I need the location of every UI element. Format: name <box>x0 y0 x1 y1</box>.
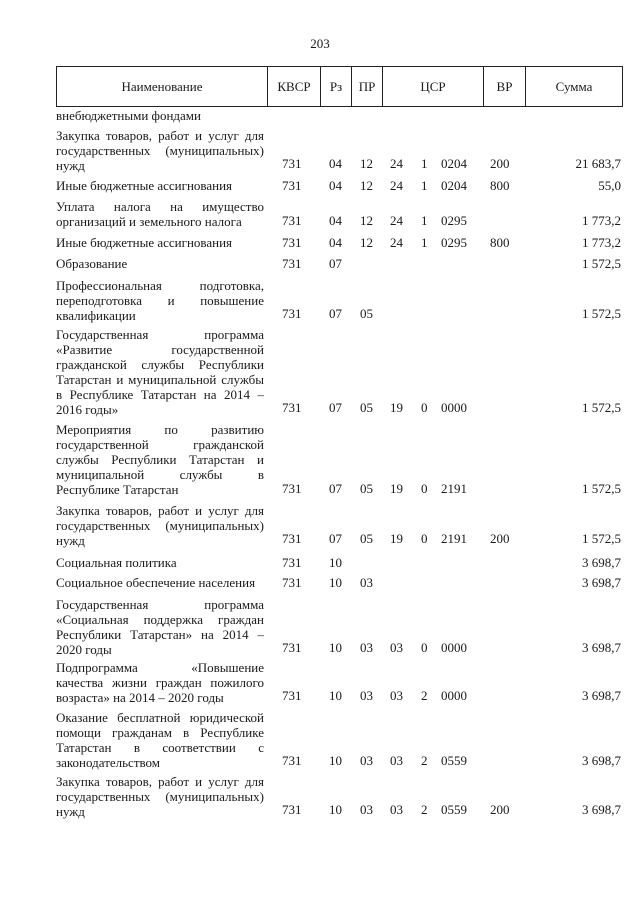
row-csr2: 2 <box>421 688 428 703</box>
row-name: Закупка товаров, работ и услуг для государственных (муниципальных) нужд <box>56 774 264 819</box>
table-row <box>56 178 623 193</box>
row-csr1: 03 <box>390 640 403 655</box>
table-row <box>56 278 623 321</box>
row-rz: 04 <box>329 156 342 171</box>
row-vr: 800 <box>490 235 510 250</box>
row-csr3: 0559 <box>441 753 467 768</box>
row-sum: 21 683,7 <box>575 156 621 171</box>
row-rz: 07 <box>329 400 342 415</box>
row-name: Социальная политика <box>56 555 177 570</box>
row-pr: 03 <box>360 753 373 768</box>
row-sum: 3 698,7 <box>582 802 621 817</box>
row-rz: 04 <box>329 235 342 250</box>
row-name: Государственная программа «Развитие государственной гражданской службы Республики Татарстан и муниципальной службы в Республике Татарстан на 2014 – 2016 годы» <box>56 327 264 417</box>
row-pr: 05 <box>360 306 373 321</box>
header-pr: ПР <box>351 67 382 106</box>
row-csr1: 19 <box>390 531 403 546</box>
row-csr1: 24 <box>390 178 403 193</box>
row-sum: 1 572,5 <box>582 531 621 546</box>
table-row <box>56 774 623 817</box>
row-kvsr: 731 <box>282 802 302 817</box>
row-sum: 3 698,7 <box>582 640 621 655</box>
row-name: Мероприятия по развитию государственной гражданской службы Республики Татарстан и муниципальной службы в Республике Татарстан <box>56 422 264 497</box>
row-rz: 10 <box>329 555 342 570</box>
row-pr: 12 <box>360 156 373 171</box>
row-csr3: 0204 <box>441 178 467 193</box>
row-pr: 03 <box>360 688 373 703</box>
row-kvsr: 731 <box>282 640 302 655</box>
row-csr2: 0 <box>421 531 428 546</box>
row-csr2: 1 <box>421 156 428 171</box>
row-sum: 3 698,7 <box>582 555 621 570</box>
row-pr: 12 <box>360 178 373 193</box>
row-kvsr: 731 <box>282 306 302 321</box>
row-rz: 10 <box>329 688 342 703</box>
row-csr3: 0000 <box>441 640 467 655</box>
row-kvsr: 731 <box>282 213 302 228</box>
row-csr3: 0295 <box>441 235 467 250</box>
header-kvsr: КВСР <box>267 67 320 106</box>
table-row <box>56 555 623 570</box>
table-row <box>56 128 623 171</box>
table-row <box>56 422 623 496</box>
row-rz: 10 <box>329 575 342 590</box>
header-csr: ЦСР <box>382 67 483 106</box>
row-rz: 07 <box>329 306 342 321</box>
row-csr2: 2 <box>421 802 428 817</box>
row-rz: 10 <box>329 802 342 817</box>
row-name: Закупка товаров, работ и услуг для государственных (муниципальных) нужд <box>56 503 264 548</box>
header-name: Наименование <box>121 79 203 94</box>
row-pr: 05 <box>360 531 373 546</box>
table-row <box>56 256 623 271</box>
row-pr: 12 <box>360 213 373 228</box>
row-kvsr: 731 <box>282 156 302 171</box>
table-row <box>56 597 623 655</box>
row-csr3: 0204 <box>441 156 467 171</box>
row-name: внебюджетными фондами <box>56 108 201 123</box>
row-pr: 12 <box>360 235 373 250</box>
row-name: Социальное обеспечение населения <box>56 575 256 590</box>
row-csr2: 0 <box>421 400 428 415</box>
table-row <box>56 503 623 546</box>
row-csr1: 19 <box>390 400 403 415</box>
row-csr1: 24 <box>390 213 403 228</box>
table-row <box>56 327 623 415</box>
row-vr: 200 <box>490 156 510 171</box>
row-pr: 03 <box>360 640 373 655</box>
row-sum: 3 698,7 <box>582 575 621 590</box>
row-kvsr: 731 <box>282 555 302 570</box>
row-csr2: 1 <box>421 213 428 228</box>
table-row <box>56 235 623 250</box>
row-name: Иные бюджетные ассигнования <box>56 178 233 193</box>
table-row <box>56 199 623 228</box>
row-csr1: 19 <box>390 481 403 496</box>
row-kvsr: 731 <box>282 400 302 415</box>
row-sum: 1 773,2 <box>582 213 621 228</box>
row-pr: 05 <box>360 481 373 496</box>
header-rz: Рз <box>320 67 351 106</box>
row-rz: 04 <box>329 178 342 193</box>
row-rz: 10 <box>329 640 342 655</box>
row-sum: 1 773,2 <box>582 235 621 250</box>
row-csr2: 0 <box>421 481 428 496</box>
row-rz: 07 <box>329 531 342 546</box>
row-kvsr: 731 <box>282 481 302 496</box>
row-kvsr: 731 <box>282 178 302 193</box>
row-csr3: 0559 <box>441 802 467 817</box>
row-name: Уплата налога на имущество организаций и земельного налога <box>56 199 264 229</box>
row-csr1: 24 <box>390 156 403 171</box>
page-number: 203 <box>310 36 330 51</box>
row-rz: 04 <box>329 213 342 228</box>
row-csr3: 0000 <box>441 688 467 703</box>
row-kvsr: 731 <box>282 753 302 768</box>
table-row <box>56 710 623 768</box>
row-csr1: 03 <box>390 802 403 817</box>
row-csr2: 2 <box>421 753 428 768</box>
row-csr2: 0 <box>421 640 428 655</box>
row-kvsr: 731 <box>282 235 302 250</box>
row-name: Подпрограмма «Повышение качества жизни граждан пожилого возраста» на 2014 – 2020 годы <box>56 660 264 705</box>
row-rz: 07 <box>329 481 342 496</box>
row-csr3: 0000 <box>441 400 467 415</box>
header-sum: Сумма <box>525 67 622 106</box>
table-header <box>56 66 623 107</box>
row-pr: 03 <box>360 802 373 817</box>
row-csr3: 0295 <box>441 213 467 228</box>
row-sum: 1 572,5 <box>582 400 621 415</box>
row-pr: 03 <box>360 575 373 590</box>
row-csr2: 1 <box>421 235 428 250</box>
row-vr: 200 <box>490 531 510 546</box>
row-csr1: 03 <box>390 688 403 703</box>
row-name: Оказание бесплатной юридической помощи гражданам в Республике Татарстан в соответствии с законодательством <box>56 710 264 770</box>
row-sum: 1 572,5 <box>582 481 621 496</box>
row-kvsr: 731 <box>282 688 302 703</box>
row-rz: 07 <box>329 256 342 271</box>
row-name: Профессиональная подготовка, переподготовка и повышение квалификации <box>56 278 264 323</box>
row-name: Образование <box>56 256 128 271</box>
row-kvsr: 731 <box>282 575 302 590</box>
row-rz: 10 <box>329 753 342 768</box>
row-name: Иные бюджетные ассигнования <box>56 235 233 250</box>
table-row <box>56 108 623 124</box>
row-csr2: 1 <box>421 178 428 193</box>
row-name: Государственная программа «Социальная поддержка граждан Республики Татарстан» на 2014 – 2020 годы <box>56 597 264 657</box>
row-pr: 05 <box>360 400 373 415</box>
table-row <box>56 575 623 590</box>
row-kvsr: 731 <box>282 256 302 271</box>
row-sum: 3 698,7 <box>582 753 621 768</box>
row-sum: 3 698,7 <box>582 688 621 703</box>
row-csr3: 2191 <box>441 531 467 546</box>
header-vr: ВР <box>483 67 525 106</box>
row-name: Закупка товаров, работ и услуг для государственных (муниципальных) нужд <box>56 128 264 173</box>
row-kvsr: 731 <box>282 531 302 546</box>
row-sum: 1 572,5 <box>582 306 621 321</box>
row-csr1: 03 <box>390 753 403 768</box>
row-sum: 1 572,5 <box>582 256 621 271</box>
row-csr1: 24 <box>390 235 403 250</box>
table-row <box>56 660 623 703</box>
row-vr: 200 <box>490 802 510 817</box>
row-csr3: 2191 <box>441 481 467 496</box>
row-sum: 55,0 <box>598 178 621 193</box>
row-vr: 800 <box>490 178 510 193</box>
